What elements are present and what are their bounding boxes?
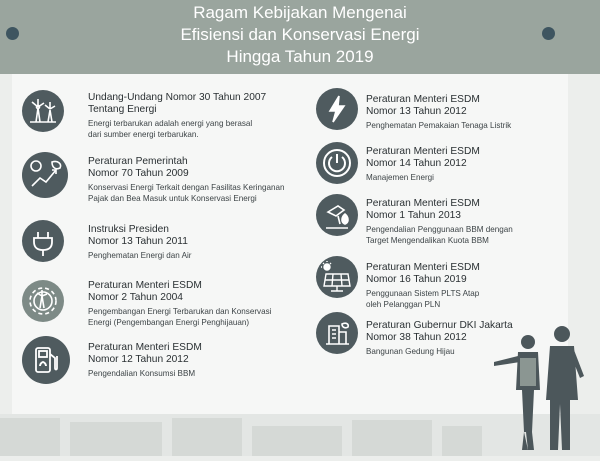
policy-title-line: Nomor 12 Tahun 2012 [88,354,189,365]
policy-title-line: Undang-Undang Nomor 30 Tahun 2007 [88,92,267,103]
policy-title-line: Nomor 2 Tahun 2004 [88,292,183,303]
policy-title-line: Peraturan Menteri ESDM [366,262,480,273]
policy-desc-line: Penghematan Pemakaian Tenaga Listrik [366,121,512,130]
policy-desc-line: Energi (Pengembangan Energi Penghijauan) [88,317,250,327]
policy-title-line: Nomor 16 Tahun 2019 [366,274,467,285]
title-line-1: Ragam Kebijakan Mengenai [193,3,407,22]
policy-desc-line: Penghematan Energi dan Air [88,251,192,260]
header-band [0,0,600,74]
policy-description [366,289,480,310]
policy-title-line: Peraturan Menteri ESDM [366,94,480,105]
policy-desc-line: Bangunan Gedung Hijau [366,347,455,356]
policy-desc-line: Pajak dan Bea Masuk untuk Konservasi Energi [88,193,257,203]
policy-title-line: Nomor 14 Tahun 2012 [366,158,467,169]
policy-title-line: Peraturan Menteri ESDM [366,146,480,157]
policy-title-line: Instruksi Presiden [88,224,169,235]
page-title [0,2,600,68]
energy-chart-leaf-icon [22,152,68,198]
policy-description [88,183,284,204]
policy-desc-line: oleh Pelanggan PLN [366,299,441,309]
policy-desc-line: Target Mengendalikan Kuota BBM [366,235,489,245]
wind-turbine-icon [22,90,64,132]
policy-title-line: Nomor 70 Tahun 2009 [88,168,189,179]
plug-icon [22,220,64,262]
policy-title-line: Peraturan Pemerintah [88,156,188,167]
policy-title-line: Tentang Energi [88,104,157,115]
fuel-pump-icon [22,336,70,384]
solar-panel-icon [316,256,358,298]
policy-desc-line: dari sumber energi terbarukan. [88,129,199,139]
policy-description [88,307,271,328]
policy-description [366,225,513,246]
lightning-icon [316,88,358,130]
policy-title-line: Peraturan Gubernur DKI Jakarta [366,320,513,331]
power-button-icon [316,142,358,184]
green-building-icon [316,312,358,354]
policy-desc-line: Energi terbarukan adalah energi yang berasal [88,119,253,128]
policy-description [88,369,202,380]
policy-title-line: Nomor 13 Tahun 2012 [366,106,467,117]
title-line-2: Efisiensi dan Konservasi Energi [180,25,420,44]
policy-description [88,251,192,262]
fuel-nozzle-icon [316,194,358,236]
policy-title-line: Peraturan Menteri ESDM [88,280,202,291]
policy-desc-line: Pengendalian Penggunaan BBM dengan [366,225,513,234]
gear-turbine-icon [22,280,64,322]
policy-title-line: Nomor 1 Tahun 2013 [366,210,461,221]
people-illustration [484,300,600,456]
policy-description [366,121,511,132]
policy-title-line: Nomor 13 Tahun 2011 [88,236,188,247]
policy-desc-line: Pengembangan Energi Terbarukan dan Konservasi [88,307,272,316]
policy-desc-line: Konservasi Energi Terkait dengan Fasilitas Keringanan [88,183,285,192]
policy-desc-line: Penggunaan Sistem PLTS Atap [366,289,480,298]
policy-title-line: Nomor 38 Tahun 2012 [366,332,467,343]
title-line-3: Hingga Tahun 2019 [226,47,374,66]
policy-desc-line: Manajemen Energi [366,173,434,182]
policy-description [88,119,266,140]
policy-desc-line: Pengendalian Konsumsi BBM [88,369,196,378]
policy-description [366,173,480,184]
policy-title-line: Peraturan Menteri ESDM [366,198,480,209]
policy-title-line: Peraturan Menteri ESDM [88,342,202,353]
